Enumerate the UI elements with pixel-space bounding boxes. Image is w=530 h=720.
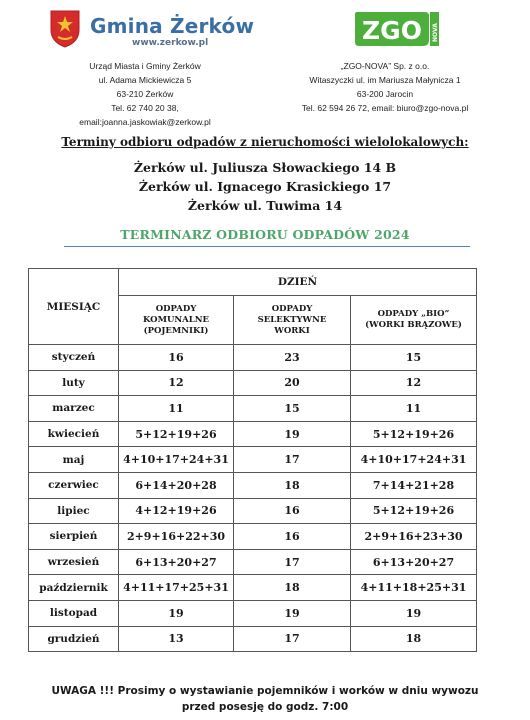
selektywne-column-header	[234, 296, 351, 345]
header-line: WORKI	[274, 325, 310, 336]
bio-cell: 5+12+19+26	[351, 498, 477, 524]
company-address	[290, 59, 480, 115]
header-line: ODPADY	[271, 303, 313, 314]
bio-cell: 18	[351, 626, 477, 652]
zgo-nova-logo	[353, 10, 441, 48]
bio-cell: 2+9+16+23+30	[351, 524, 477, 550]
address-line: „ZGO-NOVA” Sp. z o.o.	[340, 61, 430, 71]
komunalne-column-header	[119, 296, 234, 345]
nova-logo-text: NOVA	[432, 23, 439, 42]
notice-line: UWAGA !!! Prosimy o wystawianie pojemników i worków w dniu wywozu	[51, 685, 479, 697]
table-row	[29, 345, 477, 371]
selektywne-cell: 18	[234, 575, 351, 601]
selektywne-cell: 17	[234, 626, 351, 652]
komunalne-cell: 6+14+20+28	[119, 472, 234, 498]
month-cell: sierpień	[29, 524, 119, 550]
table-row	[29, 472, 477, 498]
komunalne-cell: 2+9+16+22+30	[119, 524, 234, 550]
address-line: 63-200 Jarocin	[356, 89, 414, 99]
komunalne-cell: 4+12+19+26	[119, 498, 234, 524]
bio-cell: 5+12+19+26	[351, 421, 477, 447]
header-line: SELEKTYWNE	[257, 314, 327, 325]
day-column-header: DZIEŃ	[119, 269, 477, 296]
month-column-header: MIESIĄC	[29, 269, 119, 345]
schedule-title: TERMINARZ ODBIORU ODPADÓW 2024	[120, 227, 410, 242]
table-row	[29, 524, 477, 550]
notice-text	[0, 683, 530, 715]
selektywne-cell: 20	[234, 370, 351, 396]
property-address: Żerków ul. Tuwima 14	[187, 198, 343, 213]
selektywne-cell: 23	[234, 345, 351, 371]
coat-of-arms-icon	[50, 10, 80, 48]
table-row	[29, 421, 477, 447]
selektywne-cell: 15	[234, 396, 351, 422]
header-line: (WORKI BRĄZOWE)	[365, 320, 462, 330]
contact-line: Tel. 62 594 26 72, email: biuro@zgo-nova.pl	[301, 103, 469, 113]
document-heading: Terminy odbioru odpadów z nieruchomości wielolokalowych:	[61, 135, 469, 149]
header-line: ODPADY	[155, 303, 197, 314]
komunalne-cell: 6+13+20+27	[119, 549, 234, 575]
komunalne-cell: 16	[119, 345, 234, 371]
komunalne-cell: 13	[119, 626, 234, 652]
bio-cell: 7+14+21+28	[351, 472, 477, 498]
bio-cell: 4+11+18+25+31	[351, 575, 477, 601]
title-divider	[64, 246, 470, 247]
komunalne-cell: 19	[119, 600, 234, 626]
contact-line: Tel. 62 740 20 38, email:joanna.jaskowiak@zerkow.pl	[79, 103, 211, 127]
bio-cell: 12	[351, 370, 477, 396]
month-cell: luty	[29, 370, 119, 396]
property-address: Żerków ul. Juliusza Słowackiego 14 B	[133, 160, 397, 175]
bio-cell: 15	[351, 345, 477, 371]
address-line: ul. Adama Mickiewicza 5	[98, 75, 192, 85]
month-cell: kwiecień	[29, 421, 119, 447]
table-row	[29, 575, 477, 601]
address-line: Witaszyczki ul. im Mariusza Małynicza 1	[309, 75, 461, 85]
bio-cell: 19	[351, 600, 477, 626]
table-row	[29, 498, 477, 524]
bio-cell: 4+10+17+24+31	[351, 447, 477, 473]
selektywne-cell: 16	[234, 524, 351, 550]
month-cell: listopad	[29, 600, 119, 626]
municipality-address	[50, 59, 240, 129]
selektywne-cell: 17	[234, 447, 351, 473]
komunalne-cell: 12	[119, 370, 234, 396]
month-cell: maj	[29, 447, 119, 473]
month-cell: październik	[29, 575, 119, 601]
header-line: ODPADY „BIO”	[377, 309, 450, 319]
zgo-logo-text: ZGO	[362, 16, 422, 45]
address-line: Urząd Miasta i Gminy Żerków	[89, 61, 201, 71]
bio-column-header	[351, 296, 477, 345]
bio-cell: 6+13+20+27	[351, 549, 477, 575]
selektywne-cell: 16	[234, 498, 351, 524]
table-row	[29, 600, 477, 626]
selektywne-cell: 17	[234, 549, 351, 575]
gmina-zerkow-logo	[50, 10, 260, 54]
header-line: KOMUNALNE	[143, 314, 209, 325]
selektywne-cell: 18	[234, 472, 351, 498]
logo-website: www.zerkow.pl	[132, 38, 209, 48]
month-cell: wrzesień	[29, 549, 119, 575]
logo-title: Gmina Żerków	[90, 14, 255, 38]
month-cell: lipiec	[29, 498, 119, 524]
collection-schedule-table	[28, 268, 477, 652]
komunalne-cell: 5+12+19+26	[119, 421, 234, 447]
table-row	[29, 549, 477, 575]
selektywne-cell: 19	[234, 600, 351, 626]
table-row	[29, 370, 477, 396]
komunalne-cell: 4+10+17+24+31	[119, 447, 234, 473]
address-line: 63-210 Żerków	[116, 89, 174, 99]
month-cell: grudzień	[29, 626, 119, 652]
property-address: Żerków ul. Ignacego Krasickiego 17	[138, 179, 392, 194]
table-row	[29, 396, 477, 422]
table-row	[29, 447, 477, 473]
komunalne-cell: 11	[119, 396, 234, 422]
month-cell: czerwiec	[29, 472, 119, 498]
komunalne-cell: 4+11+17+25+31	[119, 575, 234, 601]
month-cell: marzec	[29, 396, 119, 422]
month-cell: styczeń	[29, 345, 119, 371]
notice-line: przed posesję do godz. 7:00	[181, 701, 349, 713]
selektywne-cell: 19	[234, 421, 351, 447]
table-row	[29, 626, 477, 652]
bio-cell: 11	[351, 396, 477, 422]
header-line: (POJEMNIKI)	[143, 325, 209, 336]
